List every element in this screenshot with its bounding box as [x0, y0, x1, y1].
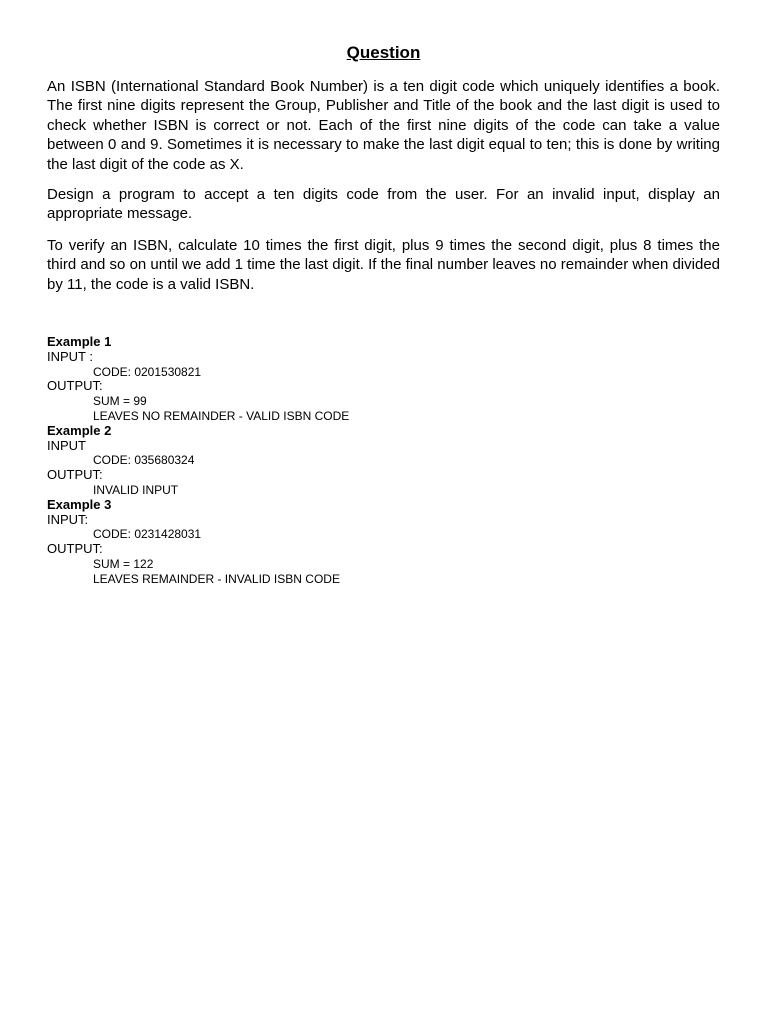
- example-heading: Example 2: [47, 422, 112, 438]
- example-output-line: SUM = 122: [93, 556, 154, 571]
- example-output-line: SUM = 99: [93, 394, 147, 409]
- paragraph-verification: To verify an ISBN, calculate 10 times the first digit, plus 9 times the second digit, plus 8 times the third and so on until we add 1 time the last digit. If the final number leaves no remainder when divided by 11, the code is a valid ISBN.: [47, 237, 720, 293]
- example-output-label: OUTPUT:: [47, 378, 103, 394]
- example-code: CODE: 0201530821: [93, 364, 202, 379]
- example-output-label: OUTPUT:: [47, 467, 103, 483]
- example-input-label: INPUT :: [47, 348, 93, 364]
- paragraph-task: Design a program to accept a ten digits code from the user. For an invalid input, display an appropriate message.: [47, 186, 720, 223]
- example-output-line: INVALID INPUT: [93, 482, 179, 497]
- example-output-line: LEAVES REMAINDER - INVALID ISBN CODE: [93, 571, 340, 586]
- example-code: CODE: 0231428031: [93, 527, 202, 542]
- example-input-label: INPUT:: [47, 511, 89, 527]
- example-output-label: OUTPUT:: [47, 541, 103, 557]
- example-output-line: LEAVES NO REMAINDER - VALID ISBN CODE: [93, 408, 350, 423]
- paragraph-isbn-description: An ISBN (International Standard Book Number) is a ten digit code which uniquely identifies a book. The first nine digits represent the Group, Publisher and Title of the book and the last digit is used to check whether ISBN is correct or not. Each of the first nine digits of the code can take a value between 0 and 9. Sometimes it is necessary to make the last digit equal to ten; this is done by writing the last digit of the code as X.: [47, 78, 720, 173]
- example-input-label: INPUT: [47, 437, 86, 453]
- example-code: CODE: 035680324: [93, 453, 195, 468]
- examples-section: [47, 335, 720, 587]
- question-title: Question: [346, 43, 421, 62]
- example-heading: Example 3: [47, 496, 112, 512]
- example-heading: Example 1: [47, 334, 112, 349]
